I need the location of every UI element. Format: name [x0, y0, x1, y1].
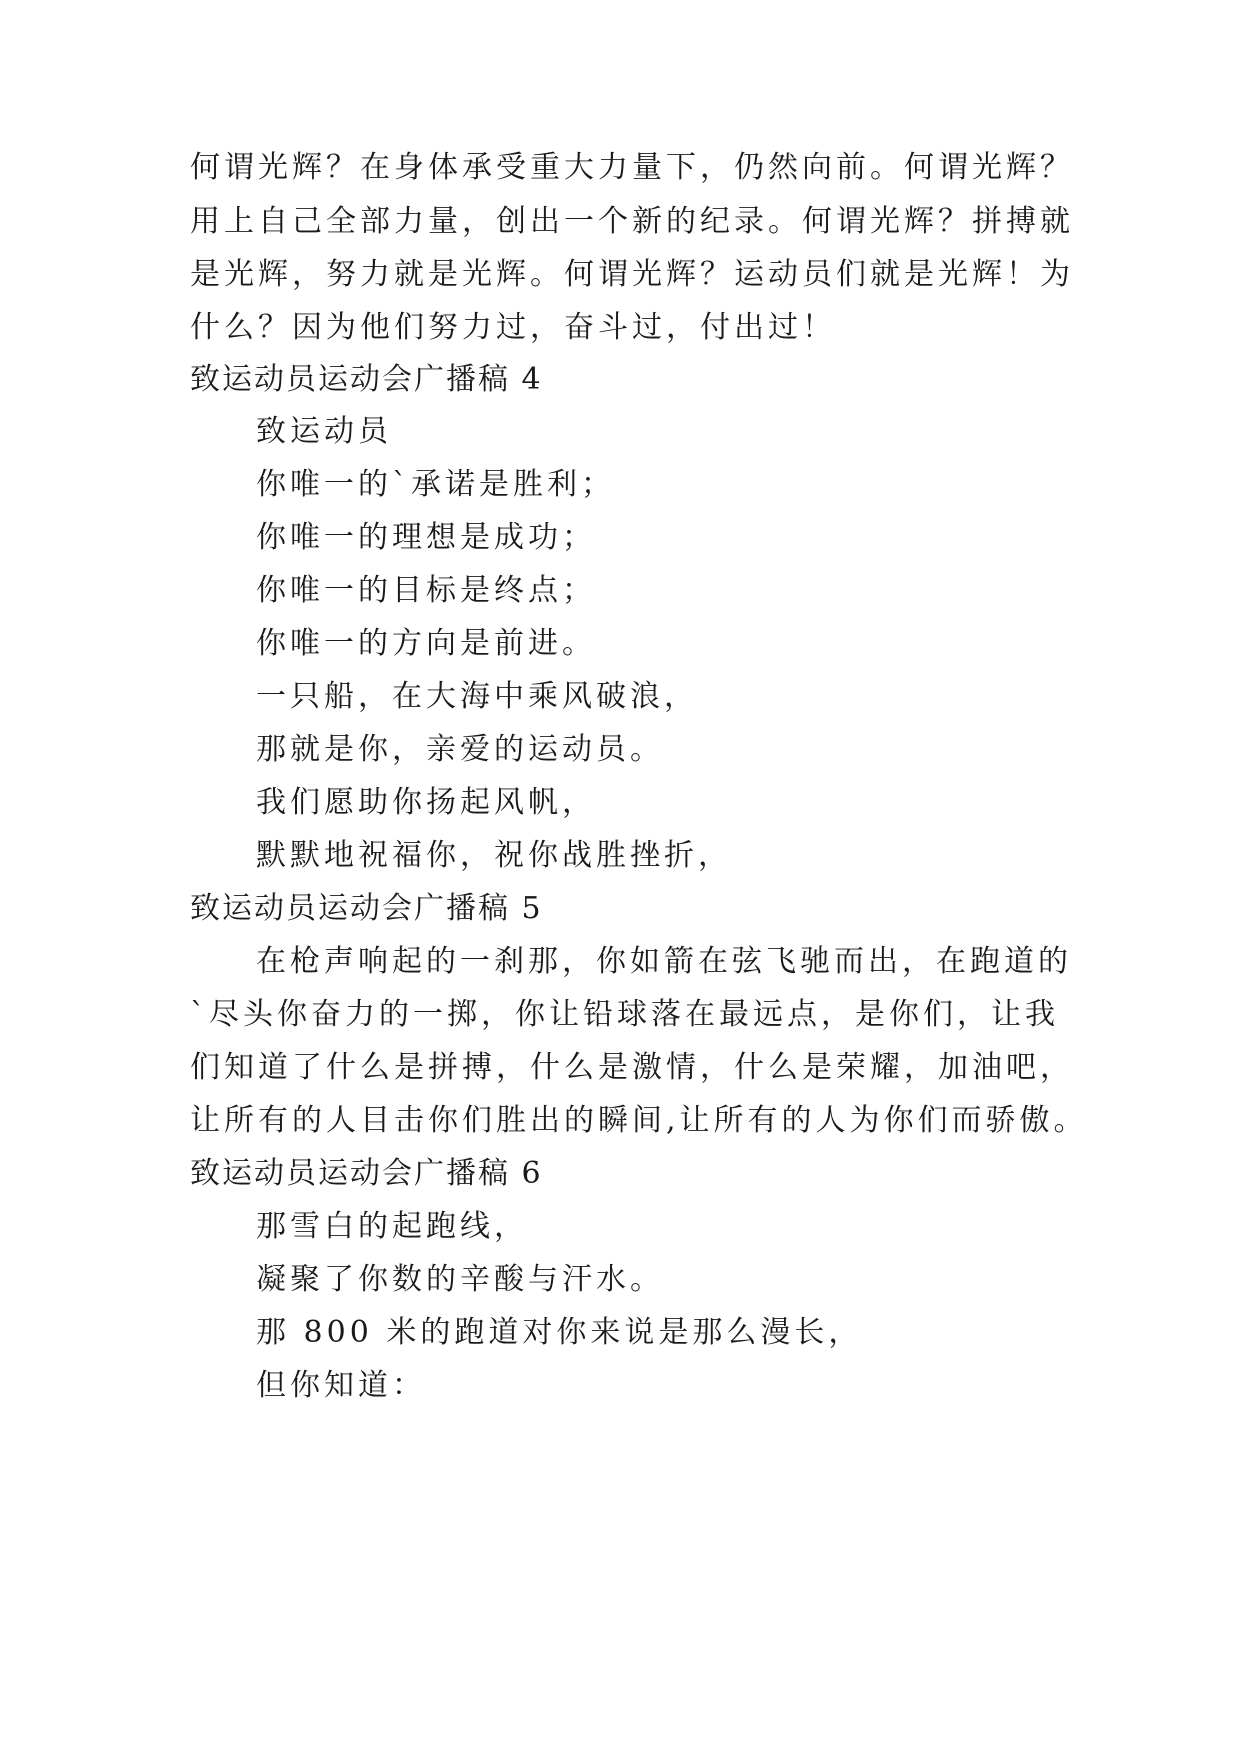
poem-line: 我们愿助你扬起风帆，: [256, 785, 596, 820]
poem-line: 你唯一的目标是终点；: [256, 573, 596, 608]
paragraph-line: 何谓光辉？在身体承受重大力量下，仍然向前。何谓光辉？: [190, 150, 1074, 185]
paragraph-line: 让所有的人目击你们胜出的瞬间,让所有的人为你们而骄傲。: [190, 1103, 1088, 1138]
section-heading: 致运动员运动会广播稿 6: [190, 1156, 543, 1191]
poem-line: 一只船，在大海中乘风破浪，: [256, 679, 698, 714]
paragraph-line: `尽头你奋力的一掷，你让铅球落在最远点，是你们，让我: [190, 997, 1059, 1032]
paragraph-line: 在枪声响起的一刹那，你如箭在弦飞驰而出，在跑道的: [256, 944, 1072, 979]
poem-line: 那雪白的起跑线，: [256, 1209, 528, 1244]
poem-line: 你唯一的`承诺是胜利；: [256, 467, 615, 502]
paragraph-line: 什么？因为他们努力过，奋斗过，付出过！: [190, 310, 836, 345]
poem-line: 那 800 米的跑道对你来说是那么漫长，: [256, 1315, 863, 1350]
paragraph-line: 用上自己全部力量，创出一个新的纪录。何谓光辉？拼搏就: [190, 204, 1074, 239]
poem-line: 你唯一的方向是前进。: [256, 626, 596, 661]
poem-line: 默默地祝福你，祝你战胜挫折，: [256, 838, 732, 873]
poem-line: 你唯一的理想是成功；: [256, 520, 596, 555]
section-heading: 致运动员运动会广播稿 4: [190, 362, 543, 397]
section-heading: 致运动员运动会广播稿 5: [190, 891, 543, 926]
poem-line: 致运动员: [256, 414, 392, 449]
paragraph-line: 们知道了什么是拼搏，什么是激情，什么是荣耀，加油吧，: [190, 1050, 1074, 1085]
paragraph-line: 是光辉，努力就是光辉。何谓光辉？运动员们就是光辉！为: [190, 257, 1074, 292]
poem-line: 但你知道：: [256, 1368, 426, 1403]
poem-line: 那就是你，亲爱的运动员。: [256, 732, 664, 767]
poem-line: 凝聚了你数的辛酸与汗水。: [256, 1262, 664, 1297]
